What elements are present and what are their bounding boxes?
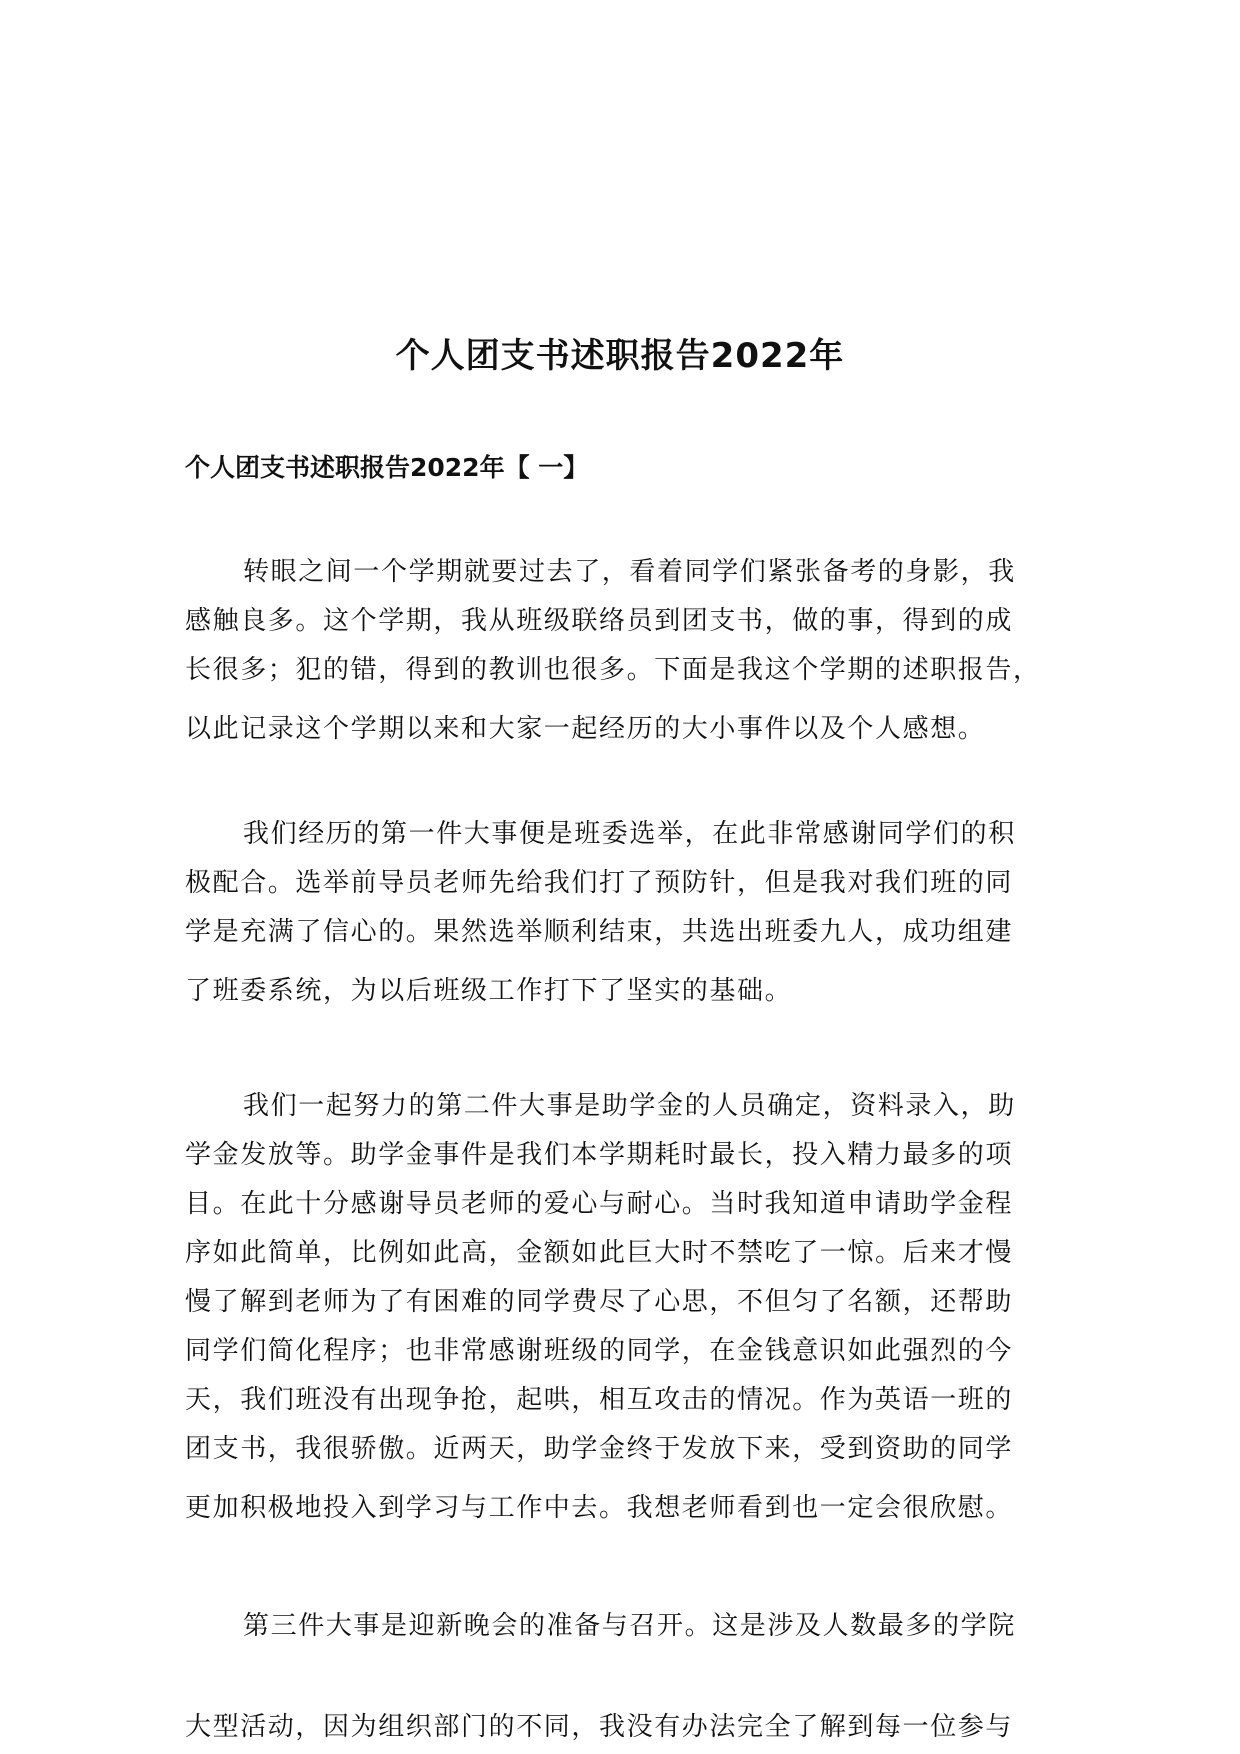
paragraph-2 (185, 810, 1075, 1016)
paragraph-4 (185, 1602, 1075, 1752)
paragraph-line: 同学们简化程序；也非常感谢班级的同学，在金钱意识如此强烈的今 (185, 1336, 1014, 1366)
paragraph-line: 目。在此十分感谢导员老师的爱心与耐心。当时我知道申请助学金程 (185, 1189, 1014, 1219)
paragraph-line: 序如此简单，比例如此高，金额如此巨大时不禁吃了一惊。后来才慢 (185, 1238, 1014, 1268)
paragraph-line: 学是充满了信心的。果然选举顺利结束，共选出班委九人，成功组建 (185, 917, 1014, 947)
paragraph-line: 极配合。选举前导员老师先给我们打了预防针，但是我对我们班的同 (185, 868, 1014, 898)
paragraph-line: 更加积极地投入到学习与工作中去。我想老师看到也一定会很欣慰。 (185, 1493, 1014, 1523)
paragraph-line: 慢了解到老师为了有困难的同学费尽了心思，不但匀了名额，还帮助 (185, 1287, 1014, 1317)
section-heading: 个人团支书述职报告2022年【 一】 (185, 453, 589, 482)
paragraph-line: 长很多；犯的错，得到的教训也很多。下面是我这个学期的述职报告， (185, 655, 1041, 685)
paragraph-line: 转眼之间一个学期就要过去了，看着同学们紧张备考的身影，我 (243, 557, 1016, 587)
document-title: 个人团支书述职报告2022年 (395, 336, 845, 376)
paragraph-line: 我们经历的第一件大事便是班委选举，在此非常感谢同学们的积 (243, 819, 1016, 849)
paragraph-line: 感触良多。这个学期，我从班级联络员到团支书，做的事，得到的成 (185, 606, 1014, 636)
paragraph-line: 第三件大事是迎新晚会的准备与召开。这是涉及人数最多的学院 (243, 1611, 1016, 1641)
paragraph-line: 我们一起努力的第二件大事是助学金的人员确定，资料录入，助 (243, 1091, 1016, 1121)
paragraph-3 (185, 1082, 1075, 1533)
paragraph-line: 团支书，我很骄傲。近两天，助学金终于发放下来，受到资助的同学 (185, 1434, 1014, 1464)
paragraph-line: 天，我们班没有出现争抢，起哄，相互攻击的情况。作为英语一班的 (185, 1385, 1014, 1415)
paragraph-line: 学金发放等。助学金事件是我们本学期耗时最长，投入精力最多的项 (185, 1140, 1014, 1170)
paragraph-line: 大型活动，因为组织部门的不同，我没有办法完全了解到每一位参与 (185, 1712, 1014, 1742)
paragraph-1 (185, 548, 1075, 754)
paragraph-line: 了班委系统，为以后班级工作打下了坚实的基础。 (185, 976, 793, 1006)
paragraph-line: 以此记录这个学期以来和大家一起经历的大小事件以及个人感想。 (185, 714, 986, 744)
